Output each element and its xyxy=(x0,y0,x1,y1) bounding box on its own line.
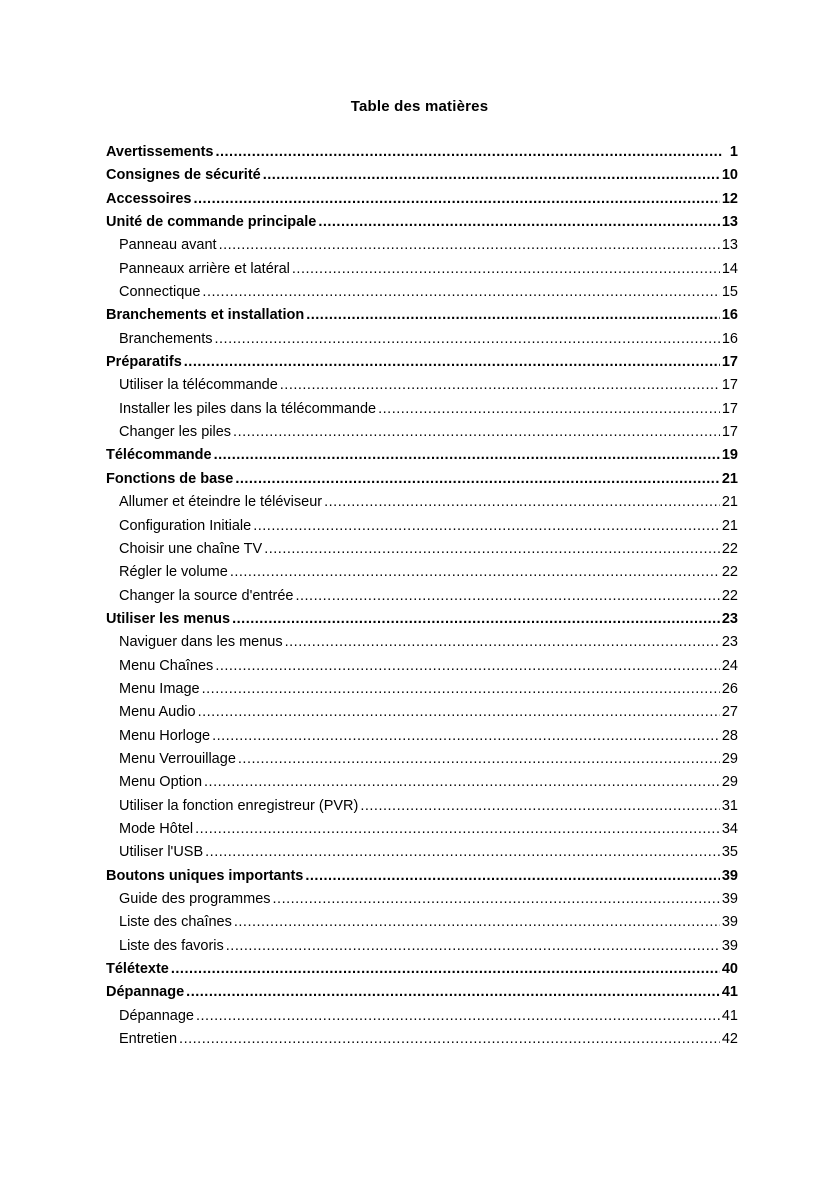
toc-entry-label: Menu Option xyxy=(119,774,203,791)
toc-section-entry xyxy=(106,468,738,491)
toc-dot-leader xyxy=(202,678,720,701)
toc-subsection-entry xyxy=(106,888,738,911)
toc-dot-leader xyxy=(219,234,720,257)
toc-dot-leader xyxy=(280,374,720,397)
toc-entry-label: Configuration Initiale xyxy=(119,517,252,534)
toc-page-number: 19 xyxy=(721,447,738,464)
toc-page-number: 21 xyxy=(721,517,738,534)
toc-page-number: 22 xyxy=(721,587,738,604)
toc-section-entry xyxy=(106,164,738,187)
toc-entry-label: Régler le volume xyxy=(119,564,228,581)
toc-page-number: 35 xyxy=(721,844,738,861)
toc-dot-leader xyxy=(226,935,720,958)
toc-dot-leader xyxy=(212,725,720,748)
toc-dot-leader xyxy=(263,164,720,187)
toc-page-number: 21 xyxy=(721,494,738,511)
toc-subsection-entry xyxy=(106,841,738,864)
toc-subsection-entry xyxy=(106,795,738,818)
toc-list xyxy=(106,141,738,1051)
toc-page-number: 39 xyxy=(721,914,738,931)
toc-entry-label: Branchements et installation xyxy=(106,307,305,324)
toc-entry-label: Connectique xyxy=(119,284,201,301)
toc-subsection-entry xyxy=(106,771,738,794)
toc-page-number: 41 xyxy=(721,1007,738,1024)
toc-page-number: 28 xyxy=(721,727,738,744)
toc-subsection-entry xyxy=(106,398,738,421)
toc-entry-label: Changer les piles xyxy=(119,424,232,441)
toc-dot-leader xyxy=(295,585,719,608)
toc-dot-leader xyxy=(305,865,720,888)
toc-page-number: 41 xyxy=(721,984,738,1001)
toc-section-entry xyxy=(106,141,738,164)
toc-entry-label: Guide des programmes xyxy=(119,891,271,907)
toc-subsection-entry xyxy=(106,631,738,654)
toc-entry-label: Boutons uniques importants xyxy=(106,867,304,884)
toc-section-entry xyxy=(106,351,738,374)
toc-dot-leader xyxy=(202,281,719,304)
toc-dot-leader xyxy=(324,491,720,514)
toc-dot-leader xyxy=(179,1028,720,1051)
toc-page-number: 16 xyxy=(721,307,738,324)
toc-page-number: 34 xyxy=(721,820,738,837)
toc-dot-leader xyxy=(214,444,720,467)
toc-entry-label: Menu Image xyxy=(119,680,200,697)
toc-page-number: 17 xyxy=(721,354,738,371)
toc-page-number: 17 xyxy=(721,424,738,441)
toc-entry-label: Consignes de sécurité xyxy=(106,167,261,184)
toc-dot-leader xyxy=(306,304,720,327)
toc-section-entry xyxy=(106,958,738,981)
toc-dot-leader xyxy=(318,211,720,234)
toc-dot-leader xyxy=(273,888,720,911)
toc-entry-label: Unité de commande principale xyxy=(106,214,317,231)
toc-dot-leader xyxy=(378,398,720,421)
toc-dot-leader xyxy=(198,701,720,724)
toc-dot-leader xyxy=(232,608,720,631)
toc-entry-label: Dépannage xyxy=(106,984,185,1001)
toc-entry-label: Utiliser la fonction enregistreur (PVR) xyxy=(119,797,359,814)
toc-entry-label: Avertissements xyxy=(106,144,214,160)
toc-dot-leader xyxy=(292,258,720,281)
toc-entry-label: Menu Audio xyxy=(119,704,196,721)
toc-dot-leader xyxy=(230,561,720,584)
toc-page-number: 23 xyxy=(721,634,738,651)
toc-page-number: 39 xyxy=(721,867,738,884)
toc-subsection-entry xyxy=(106,1028,738,1051)
toc-subsection-entry xyxy=(106,491,738,514)
toc-page-number: 42 xyxy=(721,1031,738,1048)
toc-entry-label: Accessoires xyxy=(106,190,192,207)
toc-entry-label: Menu Verrouillage xyxy=(119,750,236,767)
toc-page-number: 21 xyxy=(721,470,738,487)
toc-dot-leader xyxy=(205,841,720,864)
toc-page-number: 29 xyxy=(721,774,738,791)
toc-dot-leader xyxy=(235,468,720,491)
toc-page-number: 13 xyxy=(721,214,738,231)
toc-page-number: 29 xyxy=(721,750,738,767)
toc-section-entry xyxy=(106,304,738,327)
toc-subsection-entry xyxy=(106,538,738,561)
toc-subsection-entry xyxy=(106,935,738,958)
toc-page-number: 14 xyxy=(721,260,738,277)
toc-dot-leader xyxy=(215,655,720,678)
toc-dot-leader xyxy=(196,1005,720,1028)
toc-subsection-entry xyxy=(106,655,738,678)
toc-dot-leader xyxy=(186,981,720,1004)
toc-dot-leader xyxy=(360,795,720,818)
toc-dot-leader xyxy=(171,958,720,981)
toc-page-number: 10 xyxy=(721,167,738,184)
toc-dot-leader xyxy=(215,328,720,351)
toc-title: Table des matières xyxy=(350,98,489,115)
toc-section-entry xyxy=(106,608,738,631)
toc-entry-label: Liste des favoris xyxy=(119,937,224,954)
toc-dot-leader xyxy=(264,538,720,561)
toc-subsection-entry xyxy=(106,725,738,748)
toc-dot-leader xyxy=(193,188,719,211)
toc-entry-label: Panneaux arrière et latéral xyxy=(119,260,290,277)
toc-subsection-entry xyxy=(106,258,738,281)
toc-subsection-entry xyxy=(106,515,738,538)
toc-subsection-entry xyxy=(106,374,738,397)
toc-page-number: 39 xyxy=(721,937,738,954)
toc-entry-label: Changer la source d'entrée xyxy=(119,587,294,604)
toc-entry-label: Mode Hôtel xyxy=(119,820,194,837)
toc-dot-leader xyxy=(253,515,720,538)
toc-entry-label: Télétexte xyxy=(106,961,169,978)
toc-dot-leader xyxy=(184,351,720,374)
toc-entry-label: Fonctions de base xyxy=(106,470,234,487)
toc-entry-label: Installer les piles dans la télécommande xyxy=(119,400,377,417)
toc-dot-leader xyxy=(234,911,720,934)
toc-subsection-entry xyxy=(106,818,738,841)
toc-subsection-entry xyxy=(106,1005,738,1028)
toc-subsection-entry xyxy=(106,748,738,771)
toc-section-entry xyxy=(106,444,738,467)
toc-dot-leader xyxy=(233,421,720,444)
toc-section-entry xyxy=(106,211,738,234)
toc-entry-label: Télécommande xyxy=(106,447,212,464)
toc-subsection-entry xyxy=(106,585,738,608)
toc-page-number: 22 xyxy=(721,540,738,557)
toc-dot-leader xyxy=(285,631,720,654)
toc-subsection-entry xyxy=(106,234,738,257)
toc-entry-label: Branchements xyxy=(119,330,213,347)
toc-entry-label: Utiliser la télécommande xyxy=(119,377,278,394)
toc-page-number: 16 xyxy=(721,330,738,347)
toc-section-entry xyxy=(106,188,738,211)
toc-page-number: 17 xyxy=(721,377,738,394)
toc-page-number: 39 xyxy=(721,891,738,907)
toc-subsection-entry xyxy=(106,421,738,444)
toc-page-number: 22 xyxy=(721,564,738,581)
toc-subsection-entry xyxy=(106,281,738,304)
toc-entry-label: Entretien xyxy=(119,1031,178,1048)
toc-page-number: 12 xyxy=(721,190,738,207)
toc-subsection-entry xyxy=(106,561,738,584)
toc-page-number: 40 xyxy=(721,961,738,978)
toc-dot-leader xyxy=(195,818,720,841)
toc-dot-leader xyxy=(215,141,722,164)
toc-page-number: 24 xyxy=(721,657,738,674)
toc-entry-label: Utiliser les menus xyxy=(106,610,231,627)
toc-page-number: 17 xyxy=(721,400,738,417)
toc-page-number: 15 xyxy=(721,284,738,301)
toc-dot-leader xyxy=(238,748,720,771)
toc-page-number: 23 xyxy=(721,610,738,627)
toc-entry-label: Naviguer dans les menus xyxy=(119,634,283,651)
toc-subsection-entry xyxy=(106,678,738,701)
toc-page-number: 27 xyxy=(721,704,738,721)
toc-entry-label: Menu Chaînes xyxy=(119,657,214,674)
toc-entry-label: Préparatifs xyxy=(106,354,182,371)
toc-section-entry xyxy=(106,865,738,888)
toc-subsection-entry xyxy=(106,911,738,934)
toc-entry-label: Dépannage xyxy=(119,1007,194,1024)
toc-page-number: 26 xyxy=(721,680,738,697)
toc-entry-label: Menu Horloge xyxy=(119,727,211,744)
toc-entry-label: Liste des chaînes xyxy=(119,914,232,931)
toc-page-number: 13 xyxy=(721,237,738,254)
toc-entry-label: Allumer et éteindre le téléviseur xyxy=(119,494,323,511)
toc-section-entry xyxy=(106,981,738,1004)
toc-subsection-entry xyxy=(106,701,738,724)
toc-page-number: 1 xyxy=(729,144,738,160)
toc-entry-label: Panneau avant xyxy=(119,237,217,254)
toc-subsection-entry xyxy=(106,328,738,351)
toc-dot-leader xyxy=(204,771,720,794)
toc-entry-label: Utiliser l'USB xyxy=(119,844,204,861)
toc-page-number: 31 xyxy=(721,797,738,814)
toc-entry-label: Choisir une chaîne TV xyxy=(119,540,263,557)
